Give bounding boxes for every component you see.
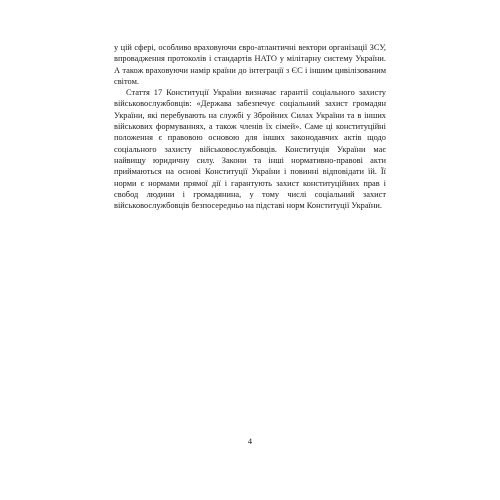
page-number: 4 xyxy=(247,437,253,446)
paragraph-1: у цій сфері, особливо враховуючи євро-атлантичні вектори організації ЗСУ, впровадження протоколів і стандартів НАТО у мілітарну систему України. А також враховуючи намір країни до інтеграції з ЄС і іншим цивілізованим світом. xyxy=(114,43,386,86)
body-text xyxy=(114,42,386,211)
paragraph-2: Стаття 17 Конституції України визначає гарантії соціального захисту військовослужбовців: «Держава забезпечує соціальний захист громадян України, які перебувають на службі у Збройних Силах України та в інших військових формуваннях, а також членів їх сімей». Саме ці конституційні положення є правовою основою для інших законодавчих актів щодо соціального захисту військовослужбовців. Конституція України має найвищу юридичну силу. Закони та інші нормативно-правові акти приймаються на основі Конституції України і повинні відповідати їй. Її норми є нормами прямої дії і гарантують захист конституційних прав і свобод людини і громадянина, у тому числі соціальний захист військовослужбовців безпосередньо на підставі норм Конституції України. xyxy=(114,88,386,211)
